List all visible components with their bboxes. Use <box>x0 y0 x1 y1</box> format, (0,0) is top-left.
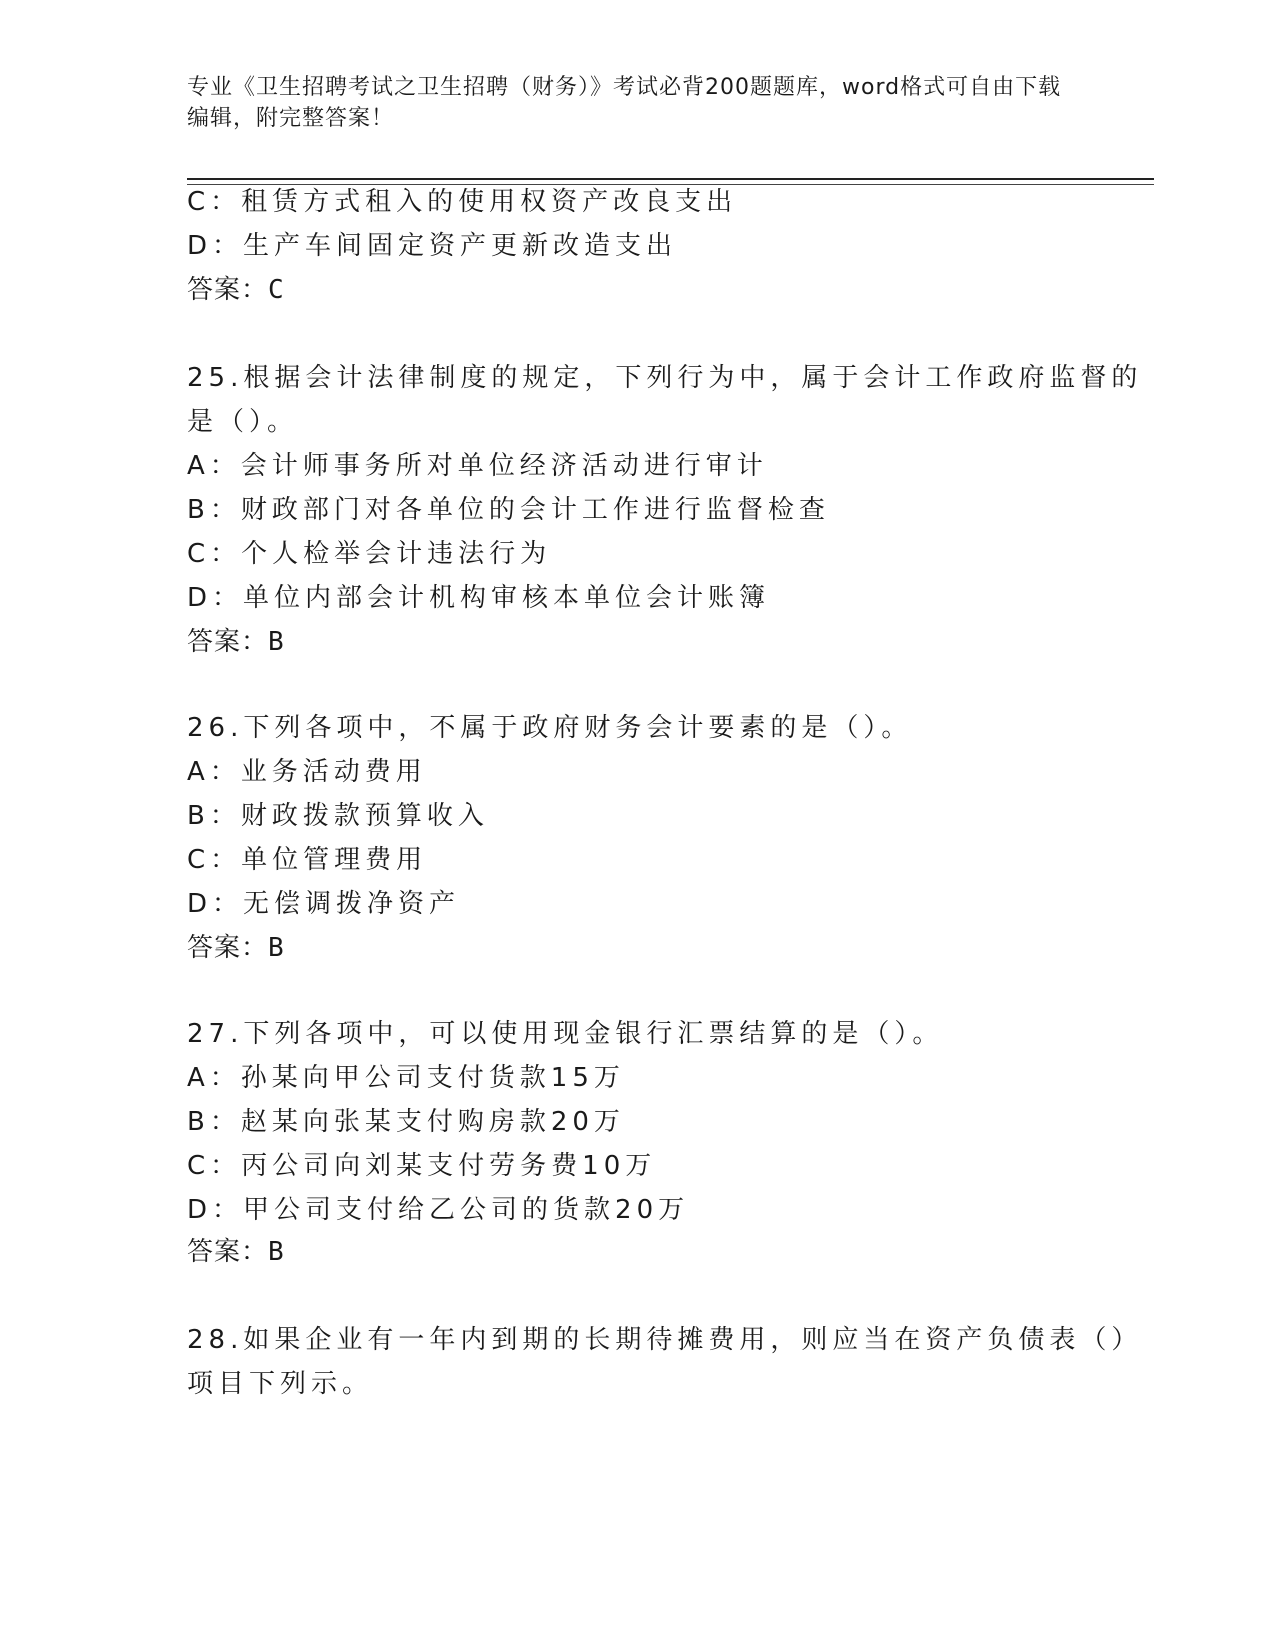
q25-option-a: A：会计师事务所对单位经济活动进行审计 <box>187 451 768 481</box>
q26-option-c: C：单位管理费用 <box>187 845 428 875</box>
prev-answer <box>187 274 285 306</box>
header-divider-thick <box>187 178 1154 180</box>
q25-option-b: B：财政部门对各单位的会计工作进行监督检查 <box>187 495 830 525</box>
q25-answer <box>187 626 285 658</box>
answer-label: 答案： <box>187 627 269 657</box>
q27-stem-line1: 27.下列各项中，可以使用现金银行汇票结算的是（）。 <box>187 1019 944 1049</box>
q28-stem-line1: 28.如果企业有一年内到期的长期待摊费用，则应当在资产负债表（） <box>187 1325 1143 1355</box>
answer-value: B <box>268 933 285 963</box>
answer-value: C <box>268 275 285 305</box>
q27-option-b: B：赵某向张某支付购房款20万 <box>187 1107 625 1137</box>
q27-option-c: C：丙公司向刘某支付劳务费10万 <box>187 1151 657 1181</box>
prev-option-d: D：生产车间固定资产更新改造支出 <box>187 231 678 261</box>
prev-option-c: C：租赁方式租入的使用权资产改良支出 <box>187 187 738 217</box>
answer-label: 答案： <box>187 933 269 963</box>
q28-stem-line2: 项目下列示。 <box>187 1369 374 1399</box>
q25-stem-line1: 25.根据会计法律制度的规定，下列行为中，属于会计工作政府监督的 <box>187 363 1143 393</box>
q26-option-d: D：无偿调拨净资产 <box>187 889 461 919</box>
q25-option-d: D：单位内部会计机构审核本单位会计账簿 <box>187 583 771 613</box>
q26-option-b: B：财政拨款预算收入 <box>187 801 489 831</box>
document-header: 专业《卫生招聘考试之卫生招聘（财务）》考试必背200题题库，word格式可自由下载编辑，附完整答案！ <box>187 75 1062 131</box>
answer-label: 答案： <box>187 275 269 305</box>
q25-option-c: C：个人检举会计违法行为 <box>187 539 552 569</box>
q27-answer <box>187 1236 285 1268</box>
header-divider-thin <box>187 184 1154 185</box>
q25-stem-line2: 是（）。 <box>187 407 299 437</box>
answer-label: 答案： <box>187 1237 269 1267</box>
answer-value: B <box>268 1237 285 1267</box>
q26-answer <box>187 932 285 964</box>
q26-stem-line1: 26.下列各项中，不属于政府财务会计要素的是（）。 <box>187 713 913 743</box>
q27-option-d: D：甲公司支付给乙公司的货款20万 <box>187 1195 690 1225</box>
answer-value: B <box>268 627 285 657</box>
q27-option-a: A：孙某向甲公司支付货款15万 <box>187 1063 625 1093</box>
q26-option-a: A：业务活动费用 <box>187 757 427 787</box>
